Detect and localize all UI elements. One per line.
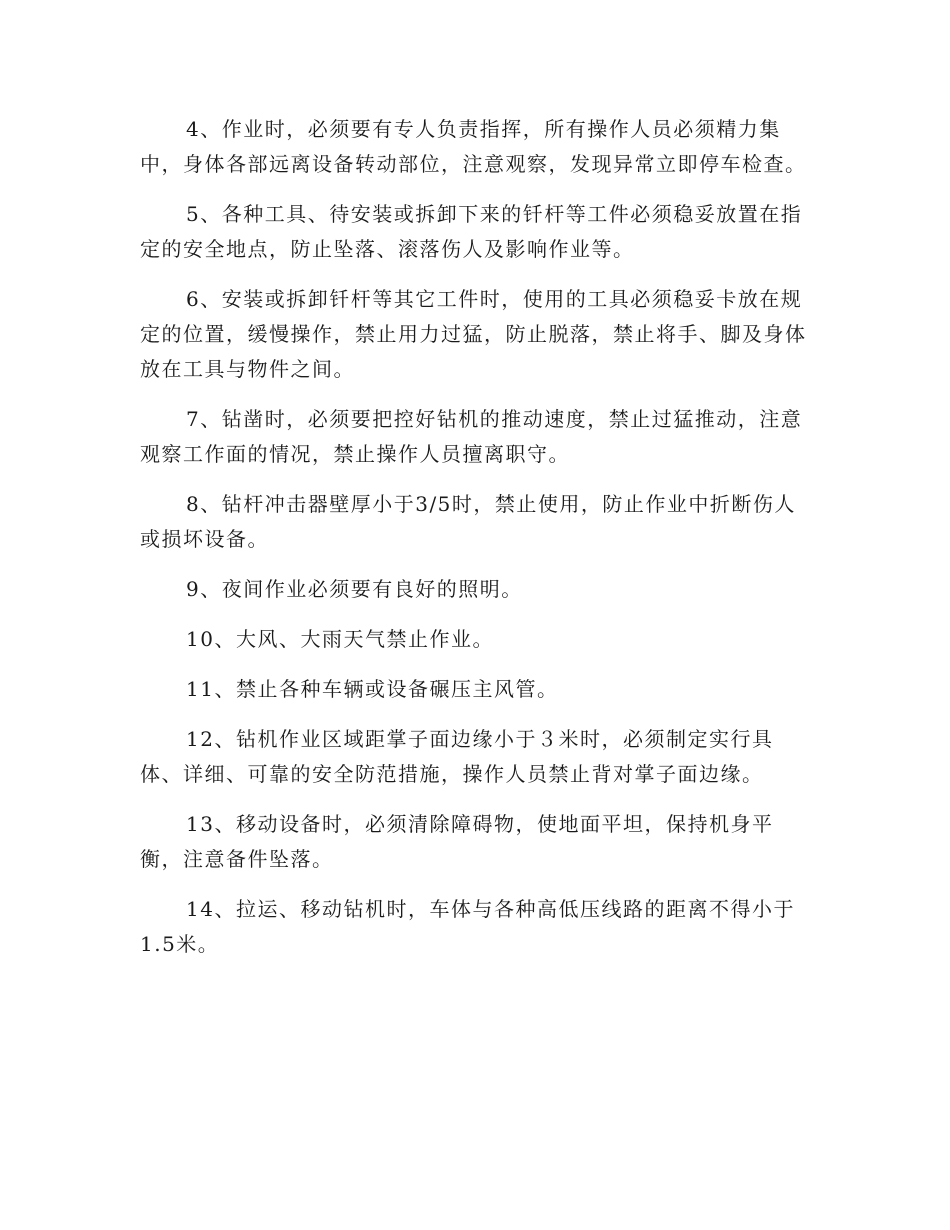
paragraph-item-5: 5、各种工具、待安装或拆卸下来的钎杆等工件必须稳妥放置在指定的安全地点，防止坠落、滚落伤人及影响作业等。 [140, 202, 803, 261]
paragraph-item-13: 13、移动设备时，必须清除障碍物，使地面平坦，保持机身平衡，注意备件坠落。 [140, 812, 774, 871]
paragraph-item-10: 10、大风、大雨天气禁止作业。 [186, 627, 494, 651]
paragraph-item-11: 11、禁止各种车辆或设备碾压主风管。 [186, 677, 559, 701]
paragraph-item-7: 7、钻凿时，必须要把控好钻机的推动速度，禁止过猛推动，注意观察工作面的情况，禁止操作人员擅离职守。 [140, 407, 803, 466]
paragraph-item-4: 4、作业时，必须要有专人负责指挥，所有操作人员必须精力集中，身体各部远离设备转动部位，注意观察，发现异常立即停车检查。 [140, 117, 807, 176]
paragraph-item-6: 6、安装或拆卸钎杆等其它工件时，使用的工具必须稳妥卡放在规定的位置，缓慢操作，禁止用力过猛，防止脱落，禁止将手、脚及身体放在工具与物件之间。 [140, 287, 807, 381]
paragraph-item-12: 12、钻机作业区域距掌子面边缘小于３米时，必须制定实行具体、详细、可靠的安全防范措施，操作人员禁止背对掌子面边缘。 [140, 727, 774, 786]
document-body [140, 112, 808, 977]
paragraph-item-14: 14、拉运、移动钻机时，车体与各种高低压线路的距离不得小于1.5米。 [140, 897, 795, 956]
paragraph-item-9: 9、夜间作业必须要有良好的照明。 [186, 577, 523, 601]
paragraph-item-8: 8、钻杆冲击器壁厚小于3/5时，禁止使用，防止作业中折断伤人或损坏设备。 [140, 492, 796, 551]
